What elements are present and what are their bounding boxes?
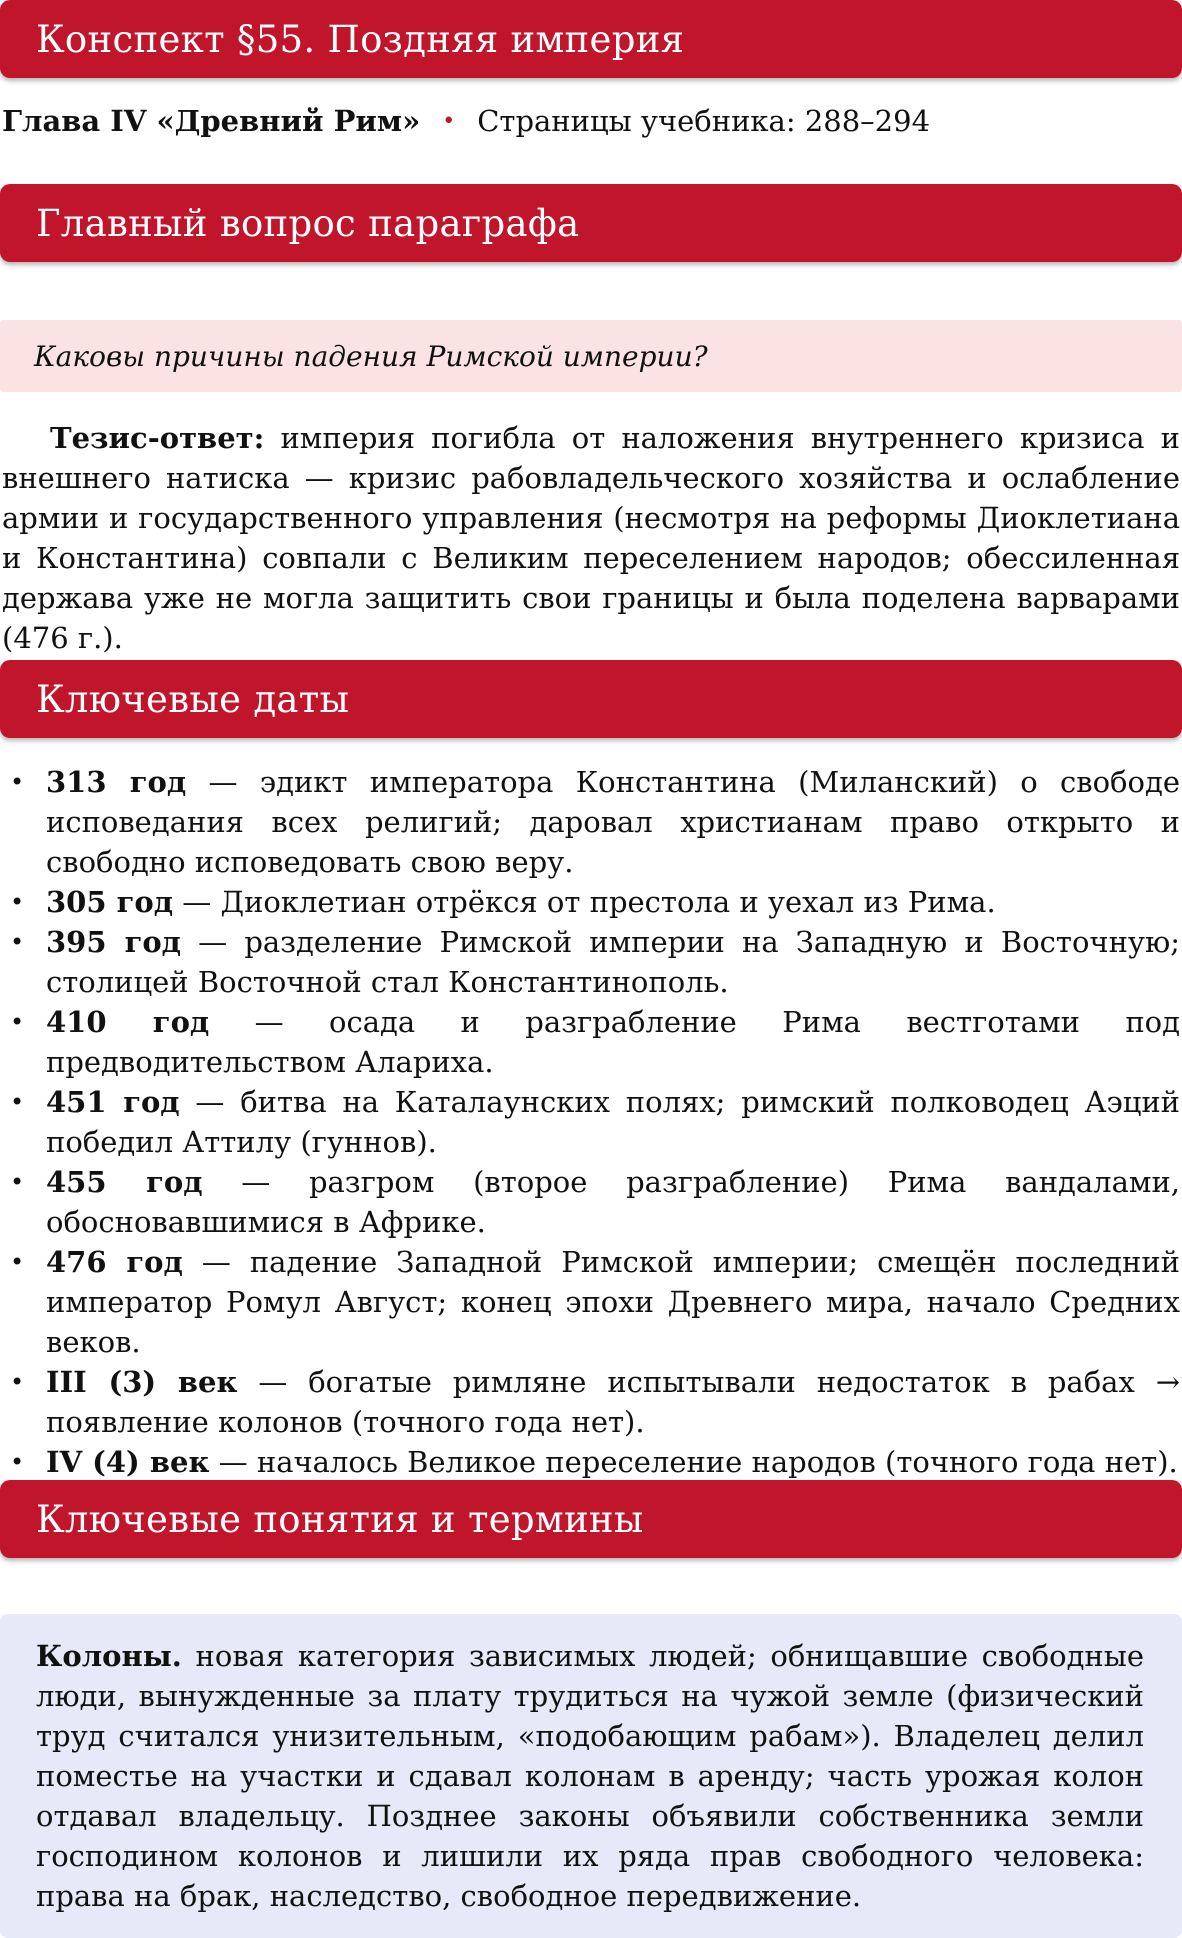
date-label: 395 год — [46, 925, 182, 959]
term-box — [0, 1614, 1182, 1938]
main-question-header — [0, 184, 1182, 262]
bullet-icon: • — [10, 928, 25, 956]
separator-bullet-icon: • — [442, 109, 456, 134]
date-description: — битва на Каталаунских полях; римский полководец Аэций победил Аттилу (гуннов). — [46, 1085, 1180, 1159]
key-dates-list — [0, 762, 1180, 1482]
date-description: — эдикт императора Константина (Миланский) о свободе исповедания всех религий; даровал христианам право открыто и свободно исповедовать свою веру. — [46, 765, 1180, 879]
bullet-icon: • — [10, 1168, 25, 1196]
key-dates-header — [0, 660, 1182, 738]
list-item — [0, 762, 1180, 882]
main-question-heading: Главный вопрос параграфа — [36, 201, 580, 245]
term-definition-paragraph — [36, 1636, 1144, 1916]
question-box — [0, 320, 1182, 392]
date-description: — началось Великое переселение народов (точного года нет). — [209, 1445, 1178, 1479]
key-terms-header — [0, 1480, 1182, 1558]
chapter-info — [2, 104, 930, 138]
list-item — [0, 1442, 1180, 1482]
thesis-label: Тезис-ответ: — [50, 421, 265, 455]
thesis-text: империя погибла от наложения внутреннего кризиса и внешнего натиска — кризис рабовладельческого хозяйства и ослабление армии и государственного управления (несмотря на реформы Диоклетиана и Константина) совпали с Великим переселением народов; обессиленная держава уже не могла защитить свои границы и была поделена варварами (476 г.). — [2, 421, 1180, 655]
list-item — [0, 1082, 1180, 1162]
date-description: — разгром (второе разграбление) Рима вандалами, обосновавшимися в Африке. — [46, 1165, 1181, 1239]
thesis-paragraph — [2, 418, 1180, 658]
page-title-bar — [0, 0, 1182, 78]
date-label: 476 год — [46, 1245, 183, 1279]
date-description: — падение Западной Римской империи; смещён последний император Ромул Август; конец эпохи Древнего мира, начало Средних веков. — [46, 1245, 1180, 1359]
list-item — [0, 1242, 1180, 1362]
date-label: IV (4) век — [46, 1445, 210, 1479]
textbook-pages: Страницы учебника: 288–294 — [477, 104, 931, 138]
date-label: III (3) век — [46, 1365, 238, 1399]
bullet-icon: • — [10, 1448, 25, 1476]
term-definition: новая категория зависимых людей; обнищавшие свободные люди, вынужденные за плату трудиться на чужой земле (физический труд считался унизительным, «подобающим рабам»). Владелец делил поместье на участки и сдавал колонам в аренду; часть урожая колон отдавал владельцу. Позднее законы объявили собственника земли господином колонов и лишили их ряда прав свободного человека: права на брак, наследство, свободное передвижение. — [36, 1639, 1144, 1913]
list-item — [0, 1362, 1180, 1442]
bullet-icon: • — [10, 888, 25, 916]
date-label: 451 год — [46, 1085, 180, 1119]
bullet-icon: • — [10, 1248, 25, 1276]
date-description: — разделение Римской империи на Западную и Восточную; столицей Восточной стал Константинополь. — [46, 925, 1180, 999]
date-description: — богатые римляне испытывали недостаток в рабах → появление колонов (точного года нет). — [46, 1365, 1181, 1439]
bullet-icon: • — [10, 768, 25, 796]
bullet-icon: • — [10, 1088, 25, 1116]
list-item — [0, 1162, 1180, 1242]
date-label: 313 год — [46, 765, 187, 799]
list-item — [0, 922, 1180, 1002]
bullet-icon: • — [10, 1008, 25, 1036]
term-name: Колоны. — [36, 1639, 182, 1673]
list-item — [0, 882, 1180, 922]
date-label: 455 год — [46, 1165, 203, 1199]
key-terms-heading: Ключевые понятия и термины — [36, 1497, 644, 1541]
bullet-icon: • — [10, 1368, 25, 1396]
list-item — [0, 1002, 1180, 1082]
date-label: 305 год — [46, 885, 174, 919]
page-title: Конспект §55. Поздняя империя — [36, 17, 685, 61]
chapter-title: Глава IV «Древний Рим» — [2, 104, 421, 138]
key-dates-heading: Ключевые даты — [36, 677, 350, 721]
date-label: 410 год — [46, 1005, 210, 1039]
date-description: — осада и разграбление Рима вестготами под предводительством Алариха. — [46, 1005, 1180, 1079]
date-description: — Диоклетиан отрёкся от престола и уехал из Рима. — [173, 885, 996, 919]
question-text: Каковы причины падения Римской империи? — [34, 339, 708, 373]
